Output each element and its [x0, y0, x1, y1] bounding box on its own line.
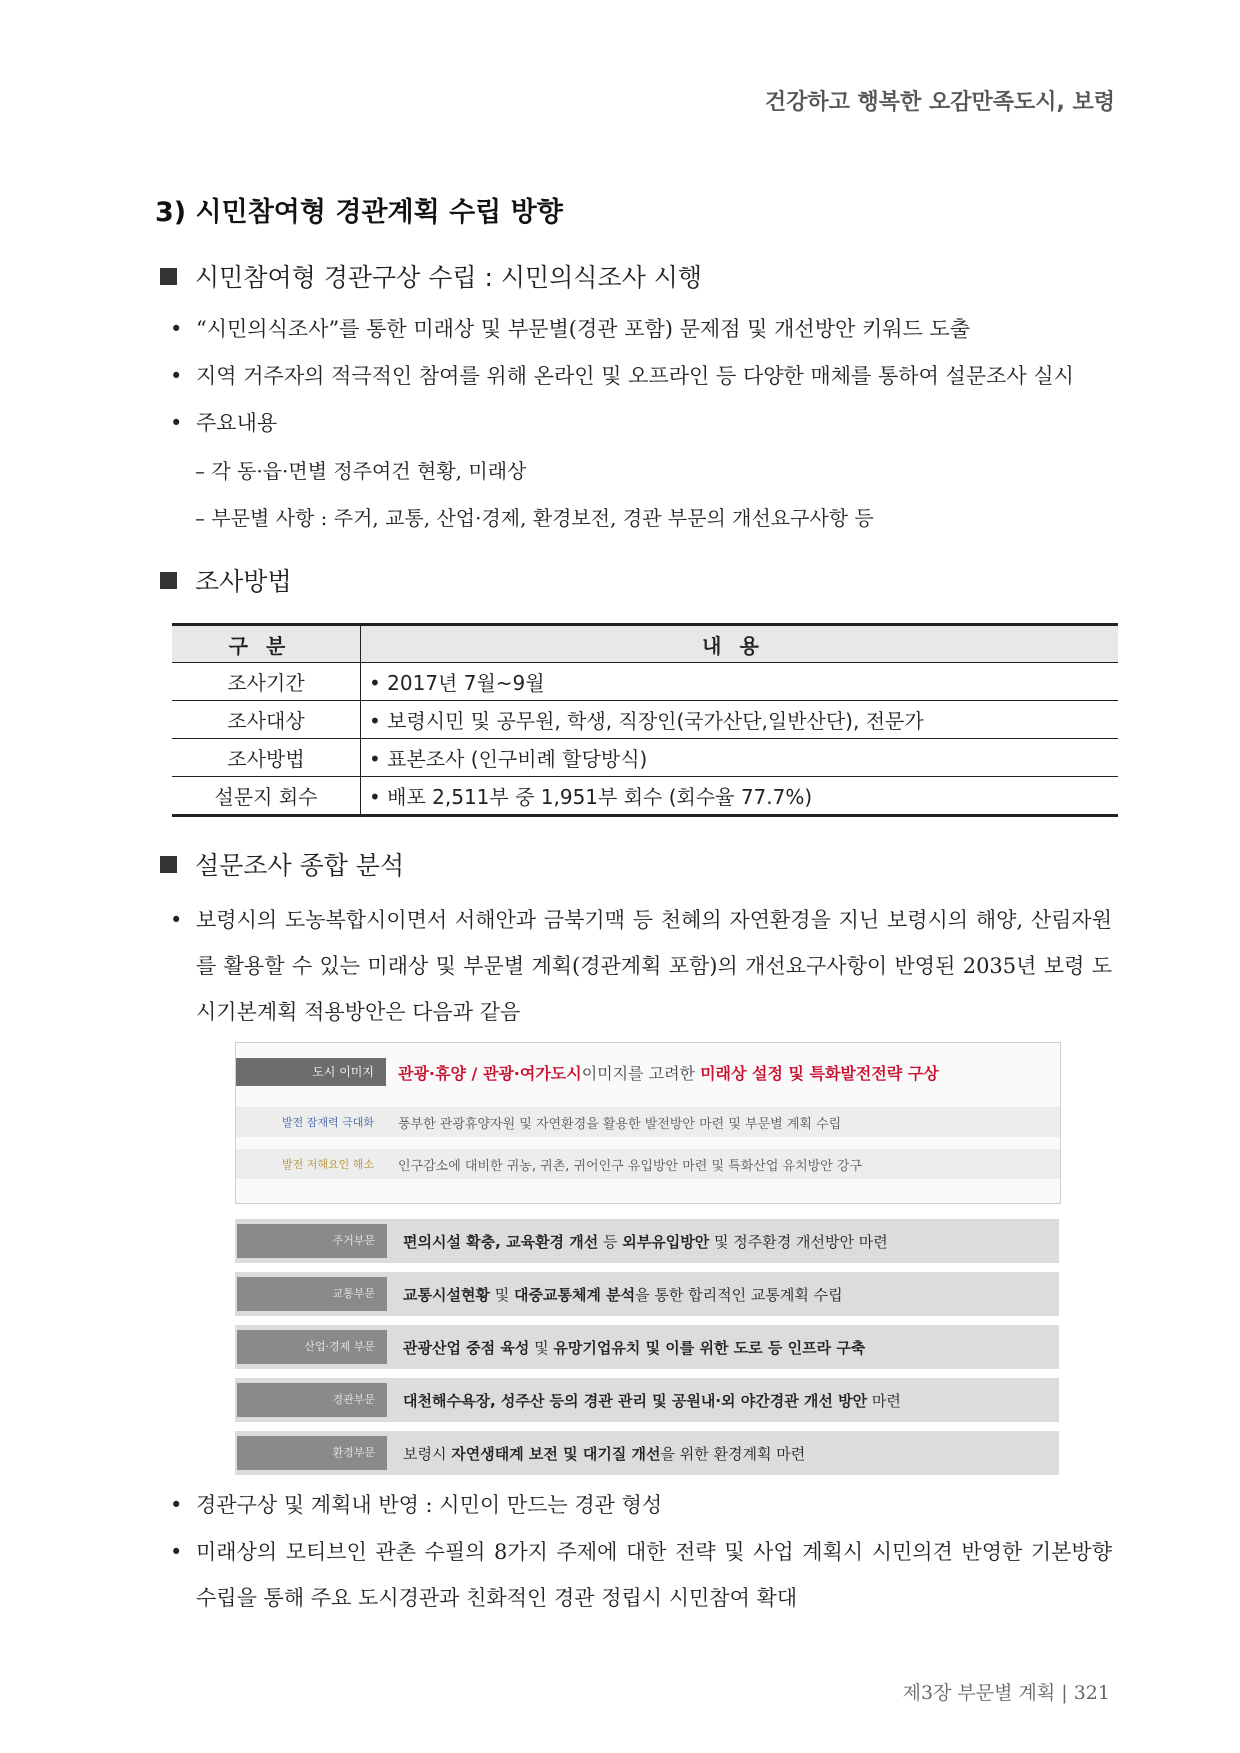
- city-image-text: [398, 1061, 939, 1084]
- bullet-item: • 지역 거주자의 적극적인 참여를 위해 온라인 및 오프라인 등 다양한 매체를 통하여 설문조사 실시: [170, 364, 1074, 388]
- highlight-text: 미래상 설정 및 특화발전전략 구상: [700, 1063, 939, 1083]
- plain-text: 이미지를 고려한: [581, 1063, 701, 1083]
- sector-bar-traffic: [235, 1272, 1059, 1316]
- obstacle-row: [236, 1149, 1060, 1179]
- table-cell: 조사기간: [172, 663, 361, 701]
- dash-item: – 각 동·읍·면별 정주여건 현황, 미래상: [195, 459, 527, 483]
- vision-figure: [235, 1042, 1061, 1204]
- bullet-item: • 경관구상 및 계획내 반영 : 시민이 만드는 경관 형성: [170, 1493, 663, 1517]
- dash-item: – 부문별 사항 : 주거, 교통, 산업·경제, 환경보전, 경관 부문의 개선요구사항 등: [195, 506, 874, 530]
- sub-text: 인구감소에 대비한 귀농, 귀촌, 귀어인구 유입방안 마련 및 특화산업 유치방안 강구: [398, 1158, 863, 1174]
- table-cell: • 표본조사 (인구비례 할당방식): [361, 739, 1119, 777]
- heading-text: 조사방법: [195, 567, 292, 596]
- sector-label: 주거부문: [237, 1224, 387, 1258]
- heading-survey-analysis: [160, 846, 404, 882]
- table-header-cell: 구분: [172, 625, 361, 663]
- table-row: [172, 739, 1118, 777]
- square-bullet-icon: [160, 268, 177, 285]
- table-cell: 조사방법: [172, 739, 361, 777]
- sub-label: 발전 저해요인 해소: [281, 1158, 374, 1171]
- heading-survey-method: [160, 562, 292, 598]
- city-image-row: [236, 1057, 1060, 1087]
- table-header-cell: 내용: [361, 625, 1119, 663]
- table-row: [172, 701, 1118, 739]
- sector-label: 교통부문: [237, 1277, 387, 1311]
- bullet-item: • 주요내용: [170, 411, 278, 435]
- table-header-row: [172, 625, 1118, 663]
- table-cell: 설문지 회수: [172, 777, 361, 816]
- highlight-text: 관광·휴양 / 관광·여가도시: [398, 1063, 582, 1083]
- survey-method-table: [172, 623, 1118, 817]
- sector-text: 관광산업 중점 육성 및 유망기업유치 및 이를 위한 도로 등 인프라 구축: [403, 1338, 866, 1357]
- section-title: 3) 시민참여형 경관계획 수립 방향: [155, 197, 563, 228]
- heading-text: 시민참여형 경관구상 수립 : 시민의식조사 시행: [195, 263, 703, 292]
- table-cell: 조사대상: [172, 701, 361, 739]
- square-bullet-icon: [160, 856, 177, 873]
- bullet-item: • 보령시의 도농복합시이면서 서해안과 금북기맥 등 천혜의 자연환경을 지닌 보령시의 해양, 산림자원를 활용할 수 있는 미래상 및 부문별 계획(경관계획 포함)의 개선요구사항이 반영된 2035년 보령 도시기본계획 적용방안은 다음과 같음: [170, 908, 1112, 1024]
- sector-bar-landscape: [235, 1378, 1059, 1422]
- table-row: [172, 663, 1118, 701]
- square-bullet-icon: [160, 572, 177, 589]
- table-cell: • 배포 2,511부 중 1,951부 회수 (회수율 77.7%): [361, 777, 1119, 816]
- sub-label: 발전 잠재력 극대화: [281, 1116, 374, 1129]
- sector-label: 환경부문: [237, 1436, 387, 1470]
- sector-text: 편의시설 확충, 교육환경 개선 등 외부유입방안 및 정주환경 개선방안 마련: [403, 1232, 888, 1251]
- city-image-label: 도시 이미지: [236, 1058, 386, 1086]
- bullet-item: • “시민의식조사”를 통한 미래상 및 부문별(경관 포함) 문제점 및 개선방안 키워드 도출: [170, 317, 971, 341]
- bullet-item: • 미래상의 모티브인 관촌 수필의 8가지 주제에 대한 전략 및 사업 계획시 시민의견 반영한 기본방향 수립을 통해 주요 도시경관과 친화적인 경관 정립시 시민참여 확대: [170, 1540, 1112, 1610]
- sector-label: 경관부문: [237, 1383, 387, 1417]
- sector-bar-housing: [235, 1219, 1059, 1263]
- heading-text: 설문조사 종합 분석: [195, 851, 405, 880]
- sector-text: 대천해수욕장, 성주산 등의 경관 관리 및 공원내·외 야간경관 개선 방안 마련: [403, 1391, 901, 1410]
- running-header: 건강하고 행복한 오감만족도시, 보령: [764, 90, 1115, 115]
- sector-label: 산업·경제 부문: [237, 1330, 387, 1364]
- page-footer: 제3장 부문별 계획 | 321: [902, 1682, 1110, 1704]
- potential-row: [236, 1107, 1060, 1137]
- heading-citizen-survey: [160, 258, 702, 294]
- sector-bar-industry: [235, 1325, 1059, 1369]
- sector-text: 교통시설현황 및 대중교통체계 분석을 통한 합리적인 교통계획 수립: [403, 1285, 843, 1304]
- table-cell: • 보령시민 및 공무원, 학생, 직장인(국가산단,일반산단), 전문가: [361, 701, 1119, 739]
- sector-bar-environment: [235, 1431, 1059, 1475]
- table-cell: • 2017년 7월~9월: [361, 663, 1119, 701]
- sector-text: 보령시 자연생태계 보전 및 대기질 개선을 위한 환경계획 마련: [403, 1444, 806, 1463]
- table-row: [172, 777, 1118, 816]
- sub-text: 풍부한 관광휴양자원 및 자연환경을 활용한 발전방안 마련 및 부문별 계획 수립: [398, 1116, 842, 1132]
